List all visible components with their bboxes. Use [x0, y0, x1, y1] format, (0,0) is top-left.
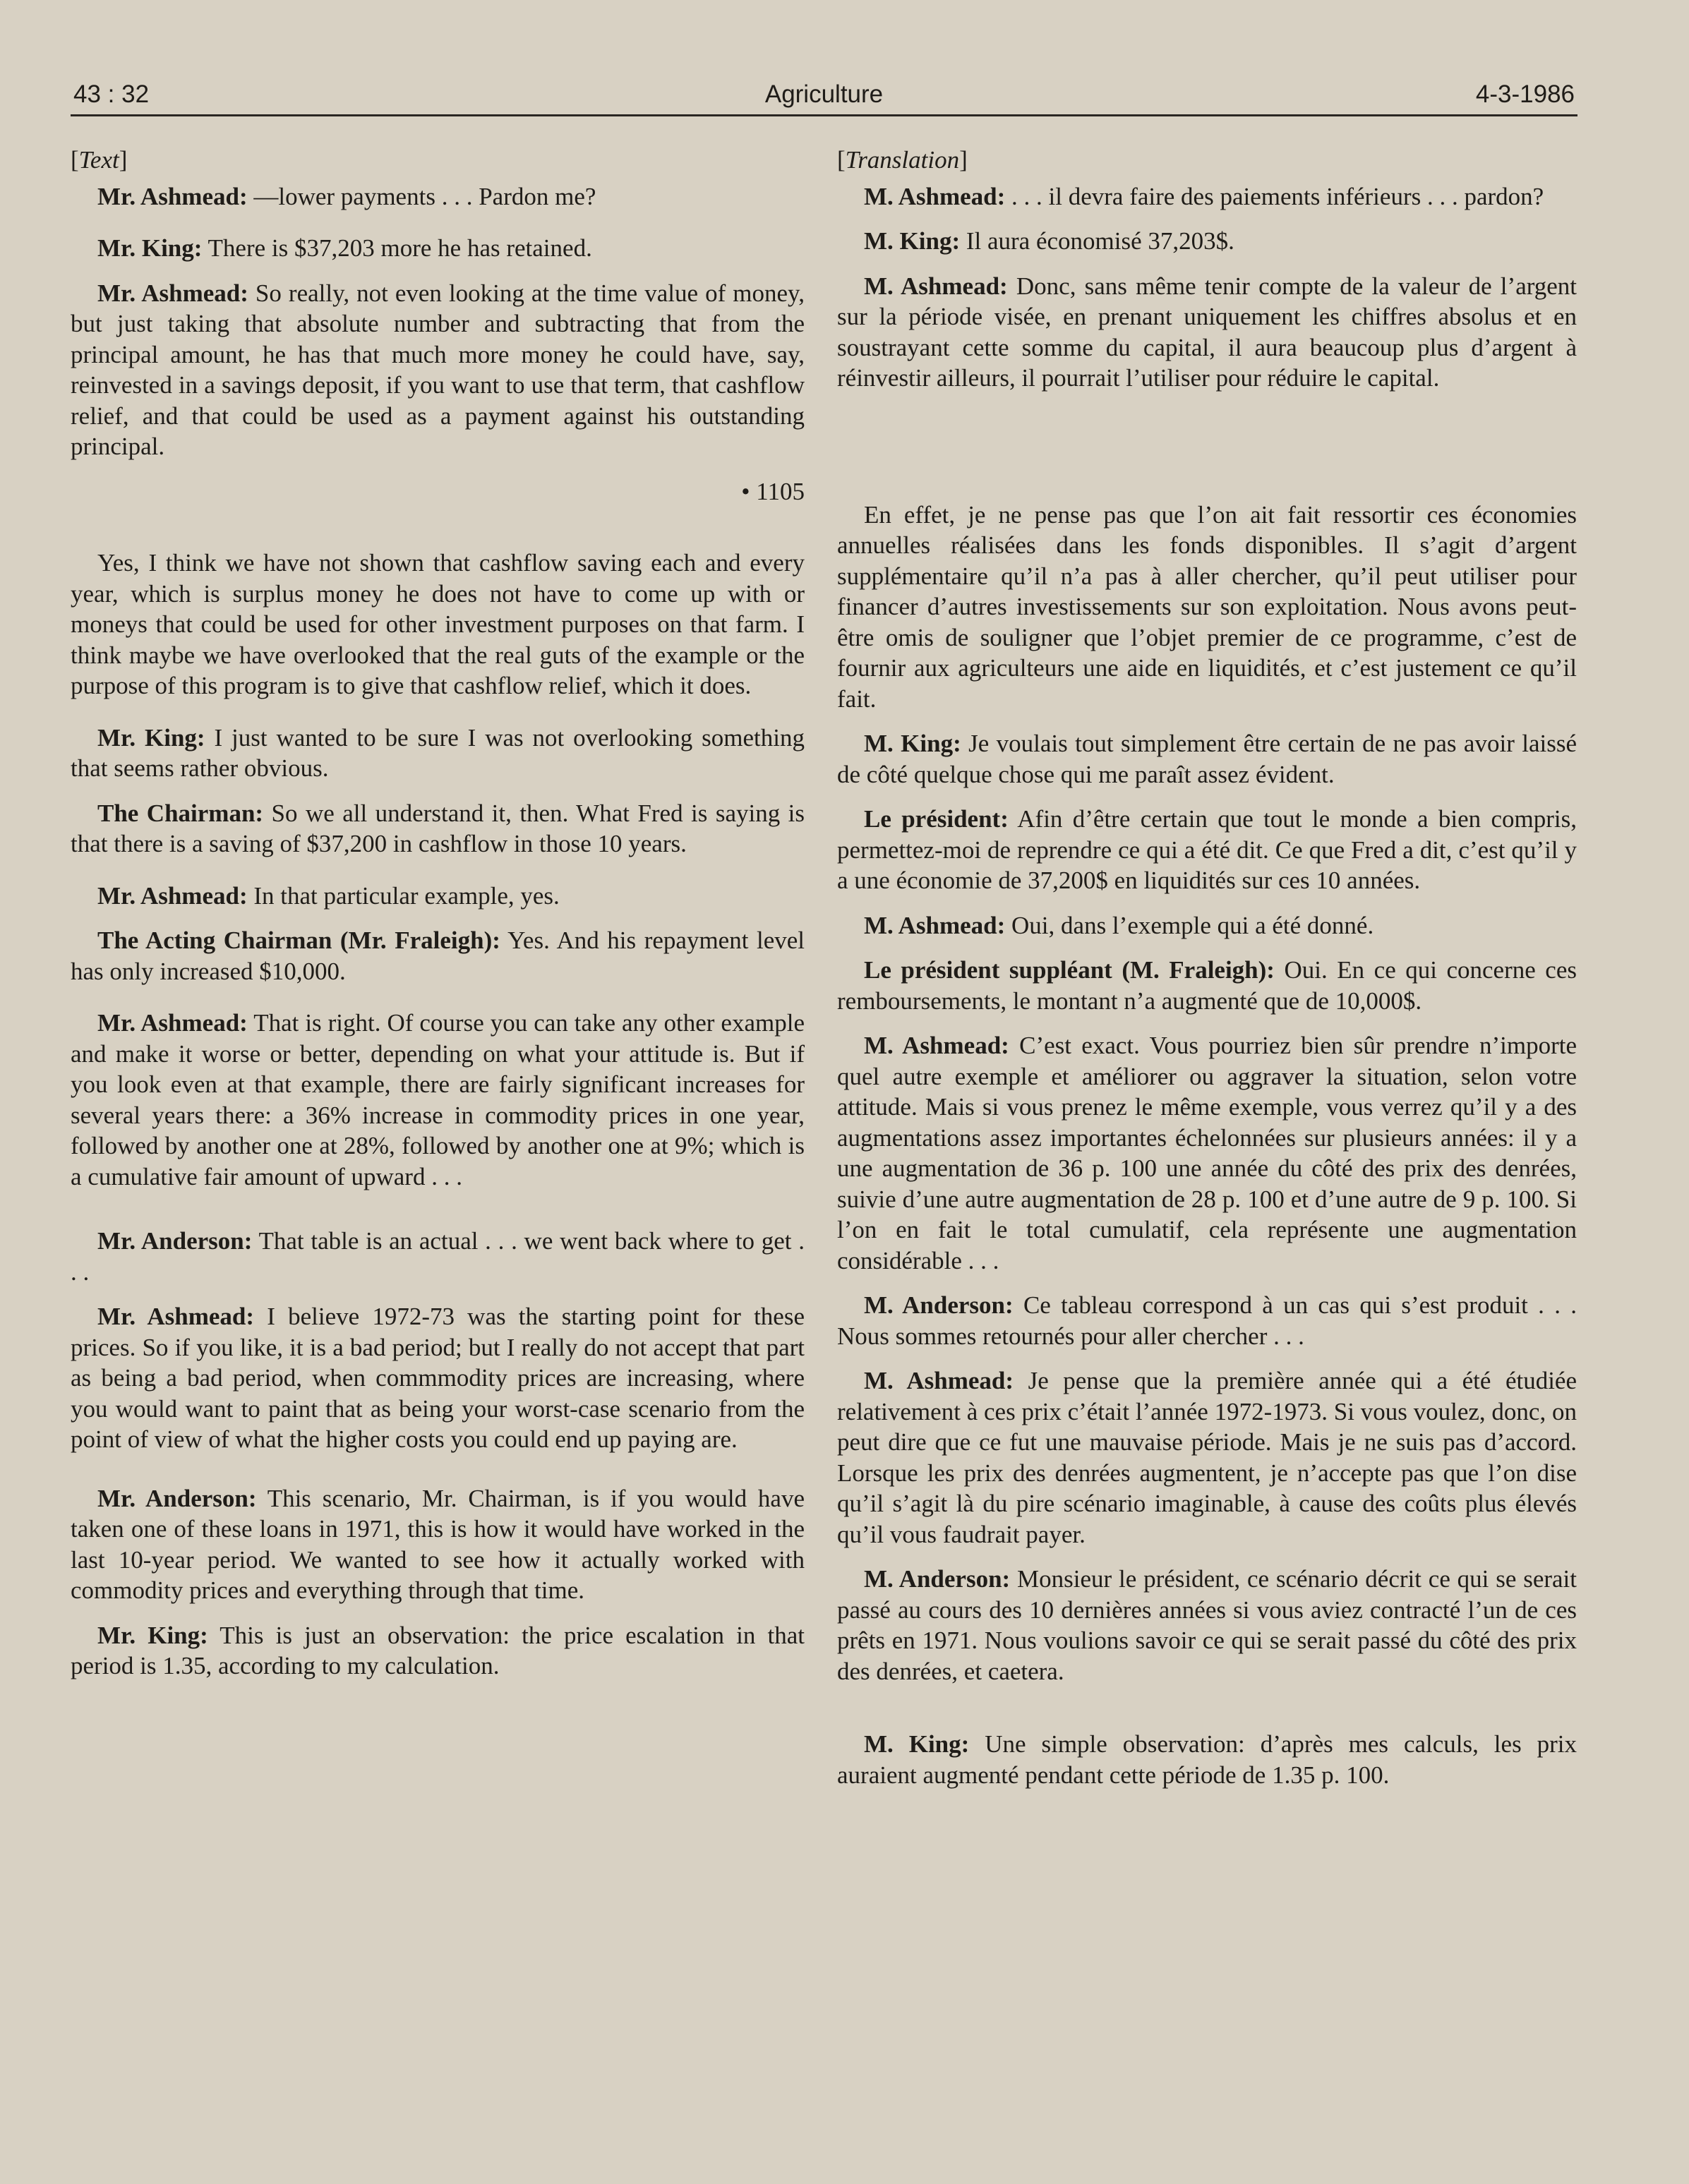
- paragraph-text: This scenario, Mr. Chairman, is if you would have taken one of these loans in 1971, this is how it would have worked in the last 10-year period. We wanted to see how it actually worked with commodity prices and everything through that time.: [71, 1484, 805, 1604]
- paragraph-text: This is just an observation: the price escalation in that period is 1.35, according to my calculation.: [71, 1621, 805, 1679]
- paragraph-text: Ce tableau correspond à un cas qui s’est produit . . . Nous sommes retournés pour aller chercher . . .: [837, 1291, 1577, 1350]
- paragraph: [71, 1301, 805, 1455]
- paragraph-text: I just wanted to be sure I was not overlooking something that seems rather obvious.: [71, 723, 805, 782]
- paragraph: [837, 955, 1577, 1016]
- section-tag: [Text]: [71, 146, 128, 174]
- paragraph: [837, 181, 1577, 212]
- paragraph: [837, 804, 1577, 896]
- paragraph-text: There is $37,203 more he has retained.: [202, 234, 592, 262]
- paragraph: [71, 1226, 805, 1287]
- speaker-name: M. Ashmead:: [864, 272, 1008, 300]
- page-number: 43 : 32: [73, 80, 150, 108]
- paragraph-text: In that particular example, yes.: [247, 881, 560, 910]
- speaker-name: Mr. Ashmead:: [97, 182, 248, 210]
- speaker-name: Mr. Ashmead:: [97, 1303, 255, 1330]
- speaker-name: Mr. Ashmead:: [97, 279, 248, 307]
- paragraph-text: —lower payments . . . Pardon me?: [247, 182, 596, 210]
- english-column: [71, 145, 805, 1682]
- page-date: 4-3-1986: [1475, 80, 1575, 108]
- speaker-name: M. Ashmead:: [864, 911, 1006, 939]
- paragraph: [71, 798, 805, 859]
- speaker-name: Mr. Ashmead:: [97, 1009, 248, 1037]
- paragraph: [71, 723, 805, 784]
- speaker-name: M. Ashmead:: [864, 1367, 1014, 1394]
- speaker-name: M. Ashmead:: [864, 1032, 1009, 1059]
- paragraph-text: En effet, je ne pense pas que l’on ait fait ressortir ces économies annuelles réalisées dans les fonds disponibles. Il s’agit d’argent supplémentaire qu’il n’a pas à aller chercher, qu’il peut utiliser pour financer d’autres investissements sur son exploitation. Nous avons peut-être omis de souligner que l’objet premier de ce programme, c’est de fournir aux agriculteurs une aide en liquidités, et c’est justement ce qu’il fait.: [837, 500, 1577, 713]
- speaker-name: Mr. King:: [97, 234, 203, 262]
- paragraph: [71, 233, 805, 264]
- paragraph-text: Donc, sans même tenir compte de la valeur de l’argent sur la période visée, en prenant uniquement les chiffres absolus et en soustrayant cette somme du capital, il aura beaucoup plus d’argent à réinvestir ailleurs, il pourrait l’utiliser pour réduire le capital.: [837, 272, 1577, 392]
- paragraph: [71, 1483, 805, 1606]
- speaker-name: M. King:: [864, 1730, 970, 1758]
- speaker-name: M. Anderson:: [864, 1565, 1011, 1593]
- speaker-name: M. King:: [864, 227, 961, 255]
- paragraph-text: Yes. And his repayment level has only increased $10,000.: [71, 927, 805, 985]
- paragraph-text: Yes, I think we have not shown that cashflow saving each and every year, which is surplus money he does not have to come up with or moneys that could be used for other investment purposes on that farm. I think maybe we have overlooked that the real guts of the example or the purpose of this program is to give that cashflow relief, which it does.: [71, 549, 805, 699]
- paragraph: [837, 1290, 1577, 1351]
- french-column: [837, 145, 1577, 1790]
- paragraph: [71, 925, 805, 987]
- section-tag-text: Translation: [845, 146, 960, 174]
- paragraph: [837, 1030, 1577, 1276]
- paragraph-text: Afin d’être certain que tout le monde a bien compris, permettez-moi de reprendre ce qui a été dit. Ce que Fred a dit, c’est qu’il y a une économie de 37,200$ en liquidités sur ces 10 années.: [837, 805, 1577, 894]
- paragraph: [837, 500, 1577, 715]
- paragraph: [837, 226, 1577, 257]
- speaker-name: Mr. Anderson:: [97, 1227, 253, 1255]
- paragraph: [837, 910, 1577, 941]
- paragraph-text: That is right. Of course you can take any other example and make it worse or better, depending on what your attitude is. But if you look even at that example, there are fairly significant increases for several years there: a 36% increase in commodity prices in one year, followed by another one at 28%, followed by another one at 9%; which is a cumulative fair amount of upward . . .: [71, 1009, 805, 1190]
- speaker-name: Mr. Ashmead:: [97, 881, 248, 910]
- paragraph-text: Monsieur le président, ce scénario décrit ce qui se serait passé au cours des 10 dernières années si vous aviez contracté l’un de ces prêts en 1971. Nous voulions savoir ce qui se serait passé du côté des prix des denrées, et caetera.: [837, 1565, 1577, 1685]
- paragraph: [71, 181, 805, 212]
- paragraph-text: So really, not even looking at the time value of money, but just taking that absolute number and subtracting that from the principal amount, he has that much more money he could have, say, reinvested in a savings deposit, if you want to use that term, that cashflow relief, and that could be used as a payment against his outstanding principal.: [71, 279, 805, 460]
- paragraph: [837, 1564, 1577, 1687]
- page-header: [71, 76, 1577, 116]
- paragraph: [837, 271, 1577, 394]
- paragraph-text: Je voulais tout simplement être certain de ne pas avoir laissé de côté quelque chose qui me paraît assez évident.: [837, 730, 1577, 788]
- section-tag-text: Text: [78, 146, 119, 174]
- speaker-name: Le président:: [864, 805, 1009, 833]
- paragraph-text: Une simple observation: d’après mes calculs, les prix auraient augmenté pendant cette période de 1.35 p. 100.: [837, 1730, 1577, 1789]
- paragraph: [71, 1620, 805, 1682]
- time-marker: • 1105: [741, 477, 805, 505]
- paragraph: [837, 728, 1577, 790]
- speaker-name: M. Anderson:: [864, 1291, 1014, 1319]
- speaker-name: M. Ashmead:: [864, 182, 1006, 210]
- speaker-name: M. King:: [864, 730, 961, 757]
- paragraph-text: So we all understand it, then. What Fred is saying is that there is a saving of $37,200 in cashflow in those 10 years.: [71, 799, 805, 857]
- paragraph-text: Oui, dans l’exemple qui a été donné.: [1005, 911, 1374, 939]
- paragraph-text: That table is an actual . . . we went back where to get . . .: [71, 1227, 805, 1286]
- speaker-name: Mr. King:: [97, 1621, 208, 1649]
- speaker-name: Mr. Anderson:: [97, 1484, 257, 1512]
- paragraph: [71, 881, 805, 912]
- speaker-name: The Chairman:: [97, 799, 264, 827]
- section-tag: [Translation]: [837, 146, 968, 174]
- speaker-name: The Acting Chairman (Mr. Fraleigh):: [97, 927, 500, 954]
- page-title: Agriculture: [764, 80, 884, 108]
- speaker-name: Mr. King:: [97, 723, 205, 752]
- paragraph: [71, 1008, 805, 1192]
- paragraph-text: Je pense que la première année qui a été étudiée relativement à ces prix c’était l’année 1972-1973. Si vous voulez, donc, on peut dire que ce fut une mauvaise période. Mais je ne suis pas d’accord. Lorsque les prix des denrées augmentent, je n’accepte pas que l’on dise qu’il s’agit là du pire scénario imaginable, à cause des coûts plus élevés qu’il vous faudrait payer.: [837, 1367, 1577, 1548]
- paragraph-text: Oui. En ce qui concerne ces remboursements, le montant n’a augmenté que de 10,000$.: [837, 956, 1577, 1015]
- paragraph: [837, 1729, 1577, 1790]
- speaker-name: Le président suppléant (M. Fraleigh):: [864, 956, 1275, 984]
- paragraph: [71, 278, 805, 462]
- paragraph: [837, 1365, 1577, 1550]
- paragraph: [71, 548, 805, 701]
- paragraph-text: C’est exact. Vous pourriez bien sûr prendre n’importe quel autre exemple et améliorer ou aggraver la situation, selon votre attitude. Mais si vous prenez le même exemple, vous verrez qu’il y a des augmentations assez importantes échelonnées sur plusieurs années: il y a une augmentation de 36 p. 100 une année du côté des prix des denrées, suivie d’une autre augmentation de 28 p. 100 et d’une autre de 9 p. 100. Si l’on en fait le total cumulatif, cela représente une augmentation considérable . . .: [837, 1032, 1577, 1274]
- paragraph-text: Il aura économisé 37,203$.: [960, 227, 1234, 255]
- paragraph-text: I believe 1972-73 was the starting point for these prices. So if you like, it is a bad period; but I really do not accept that part as being a bad period, when commmodity prices are increasing, where you would want to paint that as being your worst-case scenario from the point of view of what the higher costs you could end up paying are.: [71, 1303, 805, 1453]
- paragraph-text: . . . il devra faire des paiements inférieurs . . . pardon?: [1005, 182, 1544, 210]
